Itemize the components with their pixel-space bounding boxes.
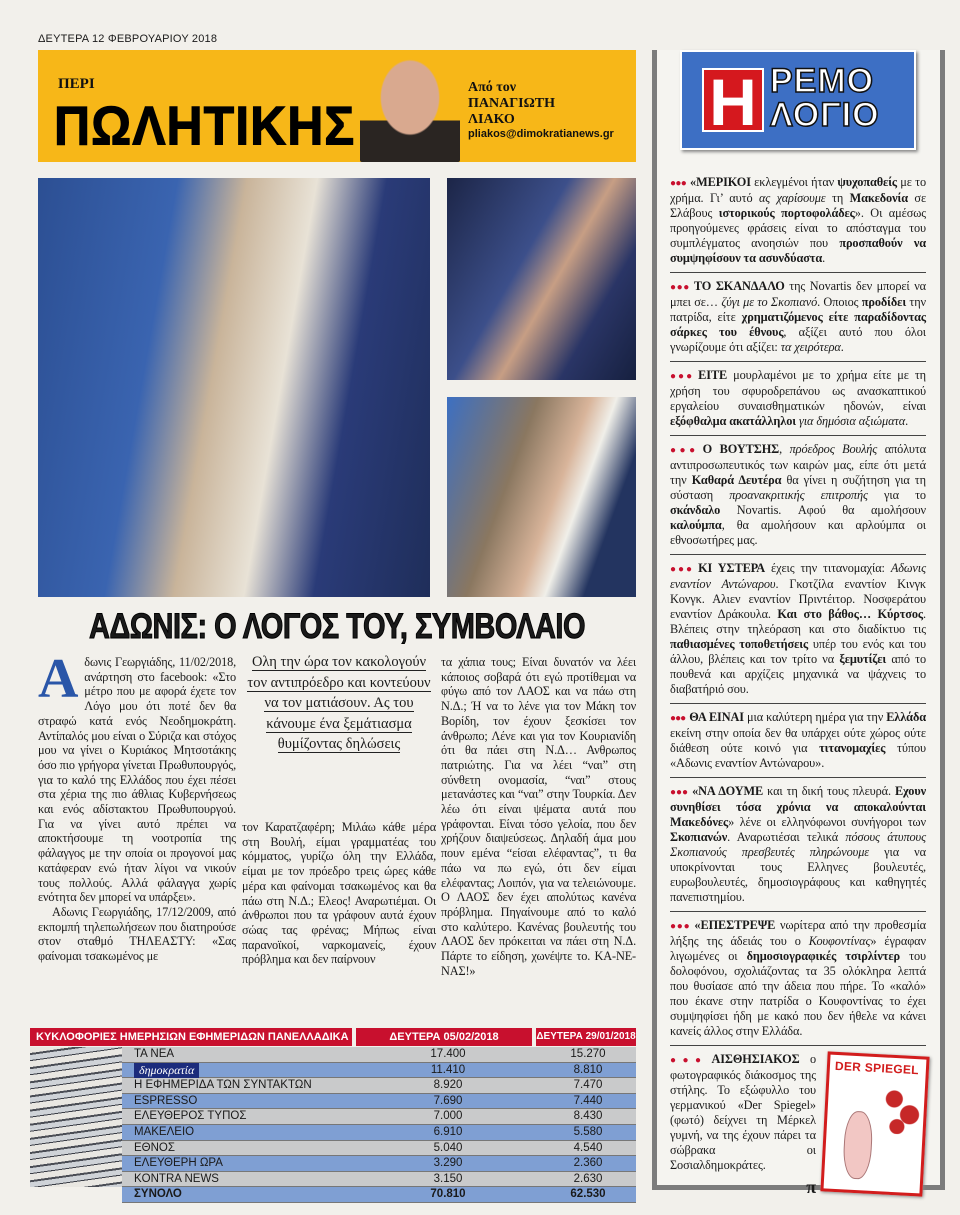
photo-embrace <box>447 178 636 380</box>
text: τύπου «Αδωνις εναντίον Αντώναρου». <box>670 741 926 770</box>
sidebar-item <box>670 561 926 704</box>
bold-text: ΚΙ ΥΣΤΕΡΑ <box>698 561 766 575</box>
text: θα γίνει η συζήτηση για τη σύσταση <box>670 473 926 502</box>
circulation-b: 5.580 <box>573 1126 603 1138</box>
text: . <box>840 340 844 354</box>
text: για να υποκρίνονται τους Ελληνες βουλευτές, ευρωβουλευτές, δημοσιογράφους και καθηγητές πανεπιστημίου. <box>670 845 926 904</box>
italic-text: πόσους άτυπους Σκοπιανούς πρεσβευτές πληρώνουμε <box>670 830 926 859</box>
logo-line-2: ΛΟΓΙΟ <box>770 96 880 134</box>
byline <box>468 80 614 140</box>
spiegel-cover-image <box>820 1051 929 1196</box>
text: και τη δική τους πλευρά. <box>763 784 895 798</box>
table-row <box>122 1063 636 1079</box>
text: σε Σλάβους <box>670 191 927 220</box>
text: εκλεγμένοι ήταν <box>750 175 838 189</box>
italic-text: ζύγι με το Σκοπιανό <box>721 295 818 309</box>
logo-letter: Η <box>702 68 764 132</box>
text: , <box>779 442 790 456</box>
italic-text: προανακριτικής επιτροπής <box>729 488 868 502</box>
text: , θα αμολήσουν και αρλούμπα οι εθνοσωτήρες μας. <box>670 518 926 547</box>
text: » λένε οι ελληνόφωνοι συνήγοροι των <box>728 815 926 829</box>
table-title: ΚΥΚΛΟΦΟΡΙΕΣ ΗΜΕΡΗΣΙΩΝ ΕΦΗΜΕΡΙΔΩΝ ΠΑΝΕΛΛΑΔΙΚΑ <box>30 1028 352 1046</box>
article-headline: ΑΔΩΝΙΣ: Ο ΛΟΓΟΣ ΤΟΥ, ΣΥΜΒΟΛΑΙΟ <box>89 608 585 647</box>
italic-text: πρόεδρος Βουλής <box>789 442 878 456</box>
circulation-a: 3.290 <box>433 1157 463 1170</box>
newspaper-name: δημοκρατία <box>134 1063 199 1078</box>
cartoon-figures <box>881 1083 924 1135</box>
article-paragraph: τα χάπια τους; Είναι δυνατόν να λέει κάποιος σοβαρά ότι εγώ προτίθεμαι να φύγω από τον ΛΑΟΣ και να πάω στη Ν.Δ.; Ή να το λένε για τον Μάκη τον Βορίδη, τον έχουν ξεσκίσει τον άνθρωπο; Λένε και για τον Κουριανίδη ότι θα πάει στη Ν.Δ… Ανθρωπος πατριώτης. Για να λέει “ναι” στη σύνθετη ονομασία, “ναι” στους μετανάστες και “ναι” στην Τουρκία. Δεν λέω ότι είναι ψέματα αυτά που γράφονται. Είναι τόσο γελοία, που δεν χρήζουν διαψεύσεως. Δηλαδή άμα μου πουν εμένα “είσαι ελέφαντας”, τι θα πάω να πω εγώ, ότι δεν είμαι ελέφαντας; Λοιπόν, για να τελειώνουμε. Ο ΛΑΟΣ δεν έχει απολύτως κανένα πρόβλημα. Πηγαίνουμε από το καλό στο καλύτερο. Κανένας βουλευτής του ΛΑΟΣ δεν πρόκειται να πάει στη Ν.Δ. Πάρτε το είδηση, χωνέψτε το. ΚΑ-ΝΕ-ΝΑΣ!» <box>441 655 636 978</box>
sidebar-item <box>670 1052 816 1173</box>
italic-text: Αδωνις εναντίον Αντώναρου <box>670 561 926 591</box>
column-kicker: ΠΕΡΙ <box>58 76 95 92</box>
newspaper-name: Η ΕΦΗΜΕΡΙΔΑ ΤΩΝ ΣΥΝΤΑΚΤΩΝ <box>134 1079 312 1092</box>
last-item-row <box>670 1052 926 1204</box>
circulation-a: 17.400 <box>430 1048 466 1060</box>
text: ο φωτογραφικός διάκοσμος της στήλης. Το εξώφυλλο του γερμανικού «Der Spiegel» (φωτό) δείχνει τη Μέρκελ γυμνή, να της έχουν πάρει τα σώβρακα οι Σοσιαλδημοκράτες. <box>670 1052 816 1172</box>
sidebar-item <box>670 442 926 555</box>
text: ». Οι αμέσως προηγούμενες φράσεις είναι το απόσταγμα του συμπλέγματος ανοησιών που <box>670 206 926 250</box>
issue-date: ΔΕΥΤΕΡΑ 12 ΦΕΒΡΟΥΑΡΙΟΥ 2018 <box>38 33 218 45</box>
circulation-b: 2.360 <box>573 1157 603 1170</box>
article-column-1 <box>38 648 236 964</box>
bold-text: «ΕΠΕΣΤΡΕΨΕ <box>694 918 776 932</box>
author-last-name: ΛΙΑΚΟ <box>468 112 515 127</box>
circulation-b: 7.470 <box>573 1079 603 1092</box>
sidebar-item <box>670 710 926 778</box>
cartoon-figure <box>842 1110 874 1179</box>
newspaper-name: ΜΑΚΕΛΕΙΟ <box>134 1126 195 1138</box>
bold-text: ξεμυτίζει <box>839 652 887 666</box>
bold-text: Σκοπιανών <box>670 830 728 844</box>
article-paragraph: δωνις Γεωργιάδης, 11/02/2018, ανάρτηση στο facebook: «Στο μέτρο που με αφορά έχετε τον Λόγο μου ότι ποτέ δεν θα στραφώ κατά ενός Νεοδημοκράτη. Αντίπαλός μου είναι ο Σύριζα και στόχος μου να γίνει ο Κυριάκος Μητσοτάκης όσο πιο γρήγορα γίνεται Πρωθυπουργός, για το καλό της Ελλάδος που έχει πέσει στα χέρια της πιο άθλιας Κυβερνήσεως και ενός αδίστακτου Πρωθυπουργού. Για να γίνει αυτό πρέπει να αποκτήσουμε τη νοοτροπία της φάλαγγος με την οποία οι προγονοί μας κατάφεραν ενώ ήταν λίγοι να νικούν τους πολλούς. Αλλά φάλαγγα χωρίς ενότητα δεν μπορεί να υπάρξει». <box>38 655 236 905</box>
circulation-a: 5.040 <box>433 1141 463 1154</box>
bullet-dots-icon: ●●● <box>670 445 699 456</box>
text: του δολοφόνου, σχολιάζοντας τα 35 ολόκληρα λεπτά που θυσίασε από την άδεια που πήρε. Το «καλό» που έκανε στην πατρίδα ο Κουφοντίνας το έχει συμψηφίσει ήδη με κακό που δεν ήθελε να κάνει κανείς άλλος στην Ελλάδα. <box>670 949 926 1038</box>
sidebar-item <box>670 368 926 436</box>
bold-text: χρηματιζόμενος είτε παραδίδοντας σάρκες του έθνους <box>670 310 926 339</box>
circulation-a: 11.410 <box>430 1063 466 1076</box>
circulation-a: 70.810 <box>430 1188 466 1201</box>
article-paragraph: τον Καρατζαφέρη; Μιλάω κάθε μέρα στη Βουλή, είμαι γραμματέας του κόμματος, γυρίζω όλη την Ελλάδα, είμαι με τον πρόεδρο τρεις ώρες κάθε μέρα και φαίνομαι τσακωμένος και θα πάω στη Ν.Δ.; Ελεος! Αναρωτιέμαι. Οι άνθρωποι που τα γράφουν αυτά έχουν σώας τας φρένας; Μήπως είναι παρανοϊκοί, ναρκομανείς, έχουν πρόβλημα και δεν παίρνουν <box>242 820 436 967</box>
sidebar-item <box>670 784 926 912</box>
text: τη <box>825 191 850 205</box>
circulation-a: 8.920 <box>433 1079 463 1092</box>
text: μια καλύτερη ημέρα για την <box>744 710 887 724</box>
text: » έγραφαν λιγωμένες οι <box>670 934 926 963</box>
magazine-title: DER SPIEGEL <box>834 1058 920 1078</box>
circulation-b: 7.440 <box>573 1094 603 1107</box>
bullet-dots-icon: ●●● <box>670 713 686 724</box>
bold-text: Μακεδονία <box>849 191 908 205</box>
column-header-a: ΔΕΥΤΕΡΑ 05/02/2018 <box>356 1028 532 1046</box>
circulation-b: 2.630 <box>573 1172 603 1185</box>
text: για το <box>867 488 926 502</box>
bold-text: τιτανομαχίες <box>819 741 886 755</box>
bold-text: προσπαθούν να συμψηφίσουν τα ασυνδύαστα <box>670 236 926 265</box>
text: . <box>905 414 909 428</box>
text: υπέρ του ενός και του άλλου, βλέπεις και τον τρίτο να <box>670 637 926 666</box>
text: . Βλέπεις στην τηλεόραση και στο διαδίκτυο τις <box>670 607 926 636</box>
photo-handshake <box>38 178 430 597</box>
bold-text: Και στο βάθος… Κύρτσος <box>777 607 924 621</box>
italic-text: τα χειρότερα <box>780 340 841 354</box>
italic-text: Κουφοντίνας <box>808 934 871 948</box>
table-row <box>122 1078 636 1094</box>
table-row <box>122 1187 636 1203</box>
table-row <box>122 1109 636 1125</box>
bold-text: «ΝΑ ΔΟΥΜΕ <box>692 784 764 798</box>
circulation-a: 3.150 <box>433 1172 463 1185</box>
bold-text: προδίδει <box>861 295 907 309</box>
newspaper-name: ΣΥΝΟΛΟ <box>134 1188 182 1201</box>
article-column-3 <box>441 655 636 978</box>
table-row <box>122 1141 636 1157</box>
bold-text: εξόφθαλμα ακατάλληλοι <box>670 414 796 428</box>
bullet-dots-icon: ●●● <box>670 371 695 382</box>
bold-text: Καθαρά Δευτέρα <box>691 473 782 487</box>
bullet-dots-icon: ●●● <box>670 1055 708 1066</box>
pull-quote-text: Ολη την ώρα τον κακολογούν τον αντιπρόεδρο και κοντεύουν να τον ματιάσουν. Ας του κάνουμε ένα ξεμάτιασμα θυμίζοντας δηλώσεις <box>247 654 431 752</box>
bold-text: σκάνδαλο <box>670 503 721 517</box>
text: με το χρήμα. Γι’ αυτό <box>670 175 927 205</box>
text: , αξίζει αυτό που όλοι γνωρίζουμε ότι αξίζει: <box>670 325 926 354</box>
circulation-b: 8.810 <box>573 1063 603 1076</box>
sidebar-items <box>670 175 926 1210</box>
sidebar-item <box>670 918 926 1046</box>
column-banner <box>38 50 636 162</box>
bold-text: Εχουν συνηθίσει τόσα χρόνια να αποκαλούνται Μακεδόνες <box>670 784 927 829</box>
newspaper-name: KONTRA NEWS <box>134 1172 219 1185</box>
bold-text: «ΜΕΡΙΚΟΙ <box>690 175 751 189</box>
bold-text: ΘΑ ΕΙΝΑΙ <box>689 710 744 724</box>
circulation-b: 8.430 <box>573 1110 603 1123</box>
newspaper-name: ΕΛΕΥΘΕΡΟΣ ΤΥΠΟΣ <box>134 1110 247 1123</box>
bullet-dots-icon: ●●● <box>670 921 691 932</box>
bold-text: καλούμπα <box>670 518 722 532</box>
bold-text: ΑΙΣΘΗΣΙΑΚΟΣ <box>711 1052 800 1066</box>
bold-text: ΤΟ ΣΚΑΝΔΑΛΟ <box>693 279 785 293</box>
column-logo <box>680 50 916 150</box>
bold-text: παθιασμένες τοποθετήσεις <box>670 637 809 651</box>
bold-text: ΕΙΤΕ <box>698 368 728 382</box>
text: . Αναρωτιέσαι τελικά <box>727 830 846 844</box>
text: έχεις την τιτανομαχία: <box>765 561 891 575</box>
bold-text: ιστορικούς πορτοφολάδες <box>718 206 855 220</box>
newspaper-name: ΤΑ ΝΕΑ <box>134 1048 175 1060</box>
last-item-text-block <box>670 1052 816 1198</box>
text: εκείνη στην οποία δεν θα υπάρχει ούτε χώρος ούτε διάθεση ούτε κοινό για <box>670 726 926 755</box>
newspaper-stack-image <box>30 1047 122 1187</box>
text: νωρίτερα από την προθεσμία λήξης της άδειάς του ο <box>670 918 926 948</box>
table-row <box>122 1094 636 1110</box>
text: . Γκοτζίλα εναντίον Κινγκ Κονγκ. Αλιεν εναντίον Πρ​ιντέιτορ. Νοσφεράτου εναντίον Δράκουλα. <box>670 577 926 621</box>
italic-text: ας χαρίσουμε <box>758 191 826 205</box>
circulation-b: 4.540 <box>573 1141 603 1154</box>
column-title: ΠΩΛΗΤΙΚΗΣ <box>54 95 356 157</box>
table-row <box>122 1047 636 1063</box>
newspaper-name: ESPRESSO <box>134 1094 198 1107</box>
column-header-b: ΔΕΥΤΕΡΑ 29/01/2018 <box>536 1028 636 1046</box>
author-signature: π <box>806 1177 816 1197</box>
italic-text: για δημόσια αξιώματα <box>798 414 906 428</box>
bold-text: Ελλάδα <box>886 710 926 724</box>
bullet-dots-icon: ●●● <box>670 564 695 575</box>
circulation-b: 15.270 <box>570 1048 606 1060</box>
circulation-a: 6.910 <box>433 1126 463 1138</box>
text: την πατρίδα, είτε <box>670 295 927 324</box>
bullet-dots-icon: ●●● <box>670 282 690 293</box>
bold-text: δημοσιογραφικές τσιρλίντερ <box>746 949 900 963</box>
text: Novartis. Αφού θα αμολήσουν <box>720 503 926 517</box>
bold-text: ψυχοπαθείς <box>837 175 897 189</box>
author-photo <box>360 58 460 162</box>
table-row <box>122 1125 636 1141</box>
logo-text <box>770 64 880 132</box>
author-email[interactable]: pliakos@dimokratianews.gr <box>468 128 614 140</box>
table-row <box>122 1172 636 1188</box>
drop-cap: Α <box>38 648 79 710</box>
sidebar-item <box>670 175 926 273</box>
article-column-2 <box>242 820 436 967</box>
photo-greeting <box>447 397 636 597</box>
text: . Οποιος <box>817 295 862 309</box>
byline-prefix: Από τον <box>468 80 516 95</box>
text: από το πουθενά και αρχίζεις μηχανικά να ψάχνεις το διαβατήριό σου. <box>670 652 926 696</box>
text: απόλυτα αντιπροσωπευτικός των καιρών μας, είπε ότι μετά την <box>670 442 927 487</box>
text: . <box>822 251 826 265</box>
author-first-name: ΠΑΝΑΓΙΩΤΗ <box>468 96 556 111</box>
sidebar-item <box>670 279 926 362</box>
logo-line-1: ΡΕΜΟ <box>770 62 875 100</box>
circulation-a: 7.000 <box>433 1110 463 1123</box>
text: της Novartis δεν μπορεί να μπει σε… <box>670 279 927 309</box>
circulation-b: 62.530 <box>570 1188 606 1201</box>
bullet-dots-icon: ●●● <box>670 178 687 189</box>
newspaper-name: ΕΘΝΟΣ <box>134 1141 175 1154</box>
bullet-dots-icon: ●●● <box>670 787 689 798</box>
text: μουρλαμένοι με το χρήμα είτε με τη χρήση του σφυροδρεπάνου ως ανασκαπτικού εργαλείου συναισθηματικών ηδονών, είναι <box>670 368 926 413</box>
circulation-a: 7.690 <box>433 1094 463 1107</box>
newspaper-name: ΕΛΕΥΘΕΡΗ ΩΡΑ <box>134 1157 223 1170</box>
bold-text: Ο ΒΟΥΤΣΗΣ <box>702 442 780 456</box>
pull-quote <box>246 652 432 755</box>
article-paragraph: Αδωνις Γεωργιάδης, 17/12/2009, από εκπομπή τηλεπωλήσεων που διατηρούσε στον σταθμό ΤΗΛΕΑΣΤΥ: «Σας φαίνομαι τσακωμένος με <box>38 904 236 964</box>
table-row <box>122 1156 636 1172</box>
